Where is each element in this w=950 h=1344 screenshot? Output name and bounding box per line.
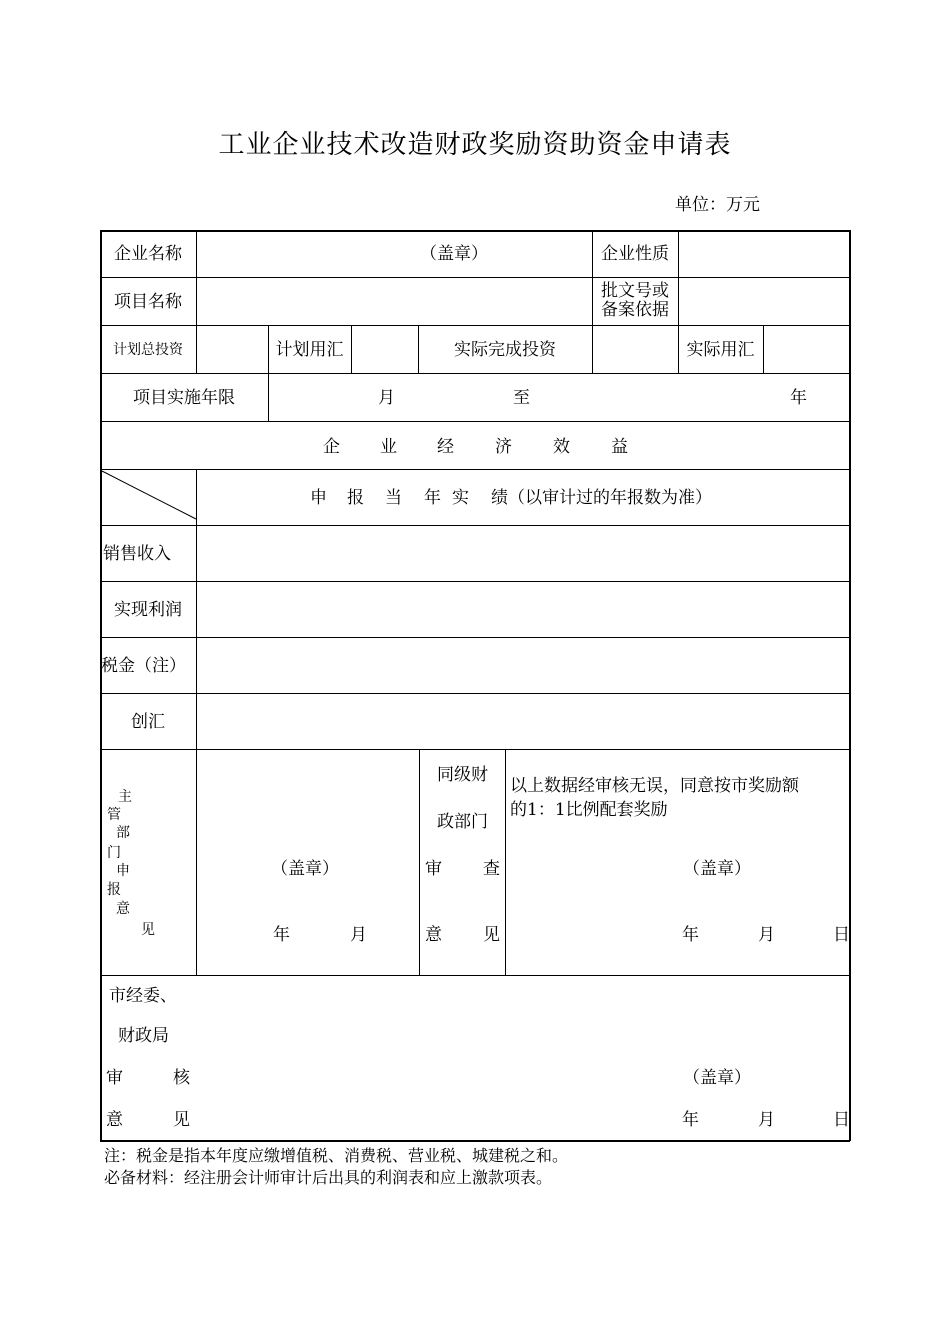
- dept-opinion-label-char: 门: [107, 845, 121, 861]
- report-header-char: 实: [452, 488, 469, 508]
- dept-opinion-label-char: 报: [107, 882, 121, 898]
- city-year-label: 年: [682, 1110, 699, 1130]
- company-seal-label: （盖章）: [420, 244, 488, 264]
- diagonal-header-cell: [100, 469, 197, 526]
- table-rule: [100, 373, 850, 374]
- period-month-label: 月: [378, 388, 395, 408]
- project-name-label: 项目名称: [114, 292, 182, 312]
- project-name-field[interactable]: [197, 278, 592, 325]
- city-review-label-char: 核: [173, 1068, 190, 1088]
- dept-opinion-label-char: 主: [118, 789, 132, 805]
- implementation-period-label: 项目实施年限: [133, 388, 235, 408]
- city-day-label: 日: [833, 1110, 850, 1130]
- company-nature-label: 企业性质: [601, 244, 669, 264]
- finance-review-text-line1: 以上数据经审核无误，同意按市奖励额: [510, 776, 799, 796]
- metric-value-profit[interactable]: [197, 582, 849, 637]
- company-name-label: 企业名称: [114, 244, 182, 264]
- metric-value-tax[interactable]: [197, 638, 849, 693]
- city-month-label: 月: [758, 1110, 775, 1130]
- benefit-header-char: 企: [323, 437, 340, 457]
- report-header-char: 申: [310, 488, 327, 508]
- finance-review-label-char: 意: [425, 925, 442, 945]
- report-header-char: 报: [347, 488, 364, 508]
- finance-seal-label: （盖章）: [683, 859, 751, 879]
- period-year-label: 年: [790, 388, 807, 408]
- report-header-char: 当: [385, 488, 402, 508]
- finance-review-label-line1: 同级财: [437, 765, 488, 785]
- approval-label-line1: 批文号或: [601, 281, 669, 301]
- benefit-header-char: 益: [611, 437, 628, 457]
- benefit-header-char: 经: [437, 437, 454, 457]
- finance-month-label: 月: [758, 925, 775, 945]
- actual-investment-field[interactable]: [593, 326, 678, 373]
- city-review-label-char: 意: [106, 1110, 123, 1130]
- dept-year-label: 年: [273, 925, 290, 945]
- city-review-label-line2: 财政局: [118, 1026, 169, 1046]
- finance-year-label: 年: [682, 925, 699, 945]
- table-border-bottom: [100, 1140, 850, 1142]
- table-col-rule: [268, 373, 269, 421]
- period-to-label: 至: [513, 388, 530, 408]
- dept-opinion-label-char: 见: [141, 922, 155, 938]
- finance-review-text-line2: 的1：1比例配套奖励: [510, 800, 668, 820]
- dept-opinion-label-char: 申: [116, 863, 130, 879]
- table-border-left: [100, 230, 102, 1141]
- dept-opinion-label-char: 意: [116, 901, 130, 917]
- benefit-header-char: 济: [495, 437, 512, 457]
- planned-investment-label: 计划总投资: [113, 342, 183, 358]
- approval-field[interactable]: [679, 278, 849, 325]
- city-seal-label: （盖章）: [683, 1068, 751, 1088]
- report-header-char: 绩: [491, 488, 508, 508]
- finance-review-label-char: 审: [425, 859, 442, 879]
- table-col-rule: [505, 749, 506, 975]
- metric-value-sales[interactable]: [197, 526, 849, 581]
- finance-day-label: 日: [833, 925, 850, 945]
- company-name-field[interactable]: [196, 230, 592, 277]
- footnote-tax: 注：税金是指本年度应缴增值税、消费税、营业税、城建税之和。: [104, 1146, 569, 1165]
- table-rule: [100, 421, 850, 422]
- actual-fx-label: 实际用汇: [686, 340, 755, 360]
- footnote-materials: 必备材料：经注册会计师审计后出具的利润表和应上激款项表。: [104, 1168, 553, 1187]
- metric-label-sales: 销售收入: [103, 544, 171, 564]
- table-rule: [100, 469, 850, 470]
- actual-fx-field[interactable]: [764, 326, 849, 373]
- report-header-char: 年: [424, 488, 441, 508]
- metric-label-fx: 创汇: [131, 712, 165, 732]
- city-review-label-char: 见: [173, 1110, 190, 1130]
- table-border-right: [849, 230, 851, 1141]
- benefit-header-char: 效: [553, 437, 570, 457]
- city-review-field[interactable]: [197, 976, 849, 1140]
- metric-label-profit: 实现利润: [114, 600, 182, 620]
- report-header-note: （以审计过的年报数为准）: [508, 488, 712, 508]
- dept-opinion-label-char: 部: [116, 825, 130, 841]
- finance-review-label-char: 见: [483, 925, 500, 945]
- actual-investment-label: 实际完成投资: [454, 340, 556, 360]
- dept-seal-label: （盖章）: [271, 859, 339, 879]
- planned-fx-field[interactable]: [352, 326, 418, 373]
- city-review-label-line1: 市经委、: [109, 986, 177, 1006]
- approval-label-line2: 备案依据: [601, 300, 669, 320]
- city-review-label-char: 审: [106, 1068, 123, 1088]
- company-nature-field[interactable]: [679, 230, 849, 277]
- planned-fx-label: 计划用汇: [275, 340, 344, 360]
- metric-value-fx[interactable]: [197, 694, 849, 749]
- metric-label-tax: 税金（注）: [101, 656, 186, 676]
- finance-review-label-line2: 政部门: [437, 812, 488, 832]
- unit-label: 单位：万元: [675, 195, 760, 215]
- finance-review-label-char: 查: [483, 859, 500, 879]
- dept-opinion-label-char: 管: [107, 807, 121, 823]
- page-title: 工业企业技术改造财政奖励资助资金申请表: [218, 130, 732, 160]
- benefit-header-char: 业: [380, 437, 397, 457]
- planned-investment-field[interactable]: [197, 326, 268, 373]
- dept-month-label: 月: [350, 925, 367, 945]
